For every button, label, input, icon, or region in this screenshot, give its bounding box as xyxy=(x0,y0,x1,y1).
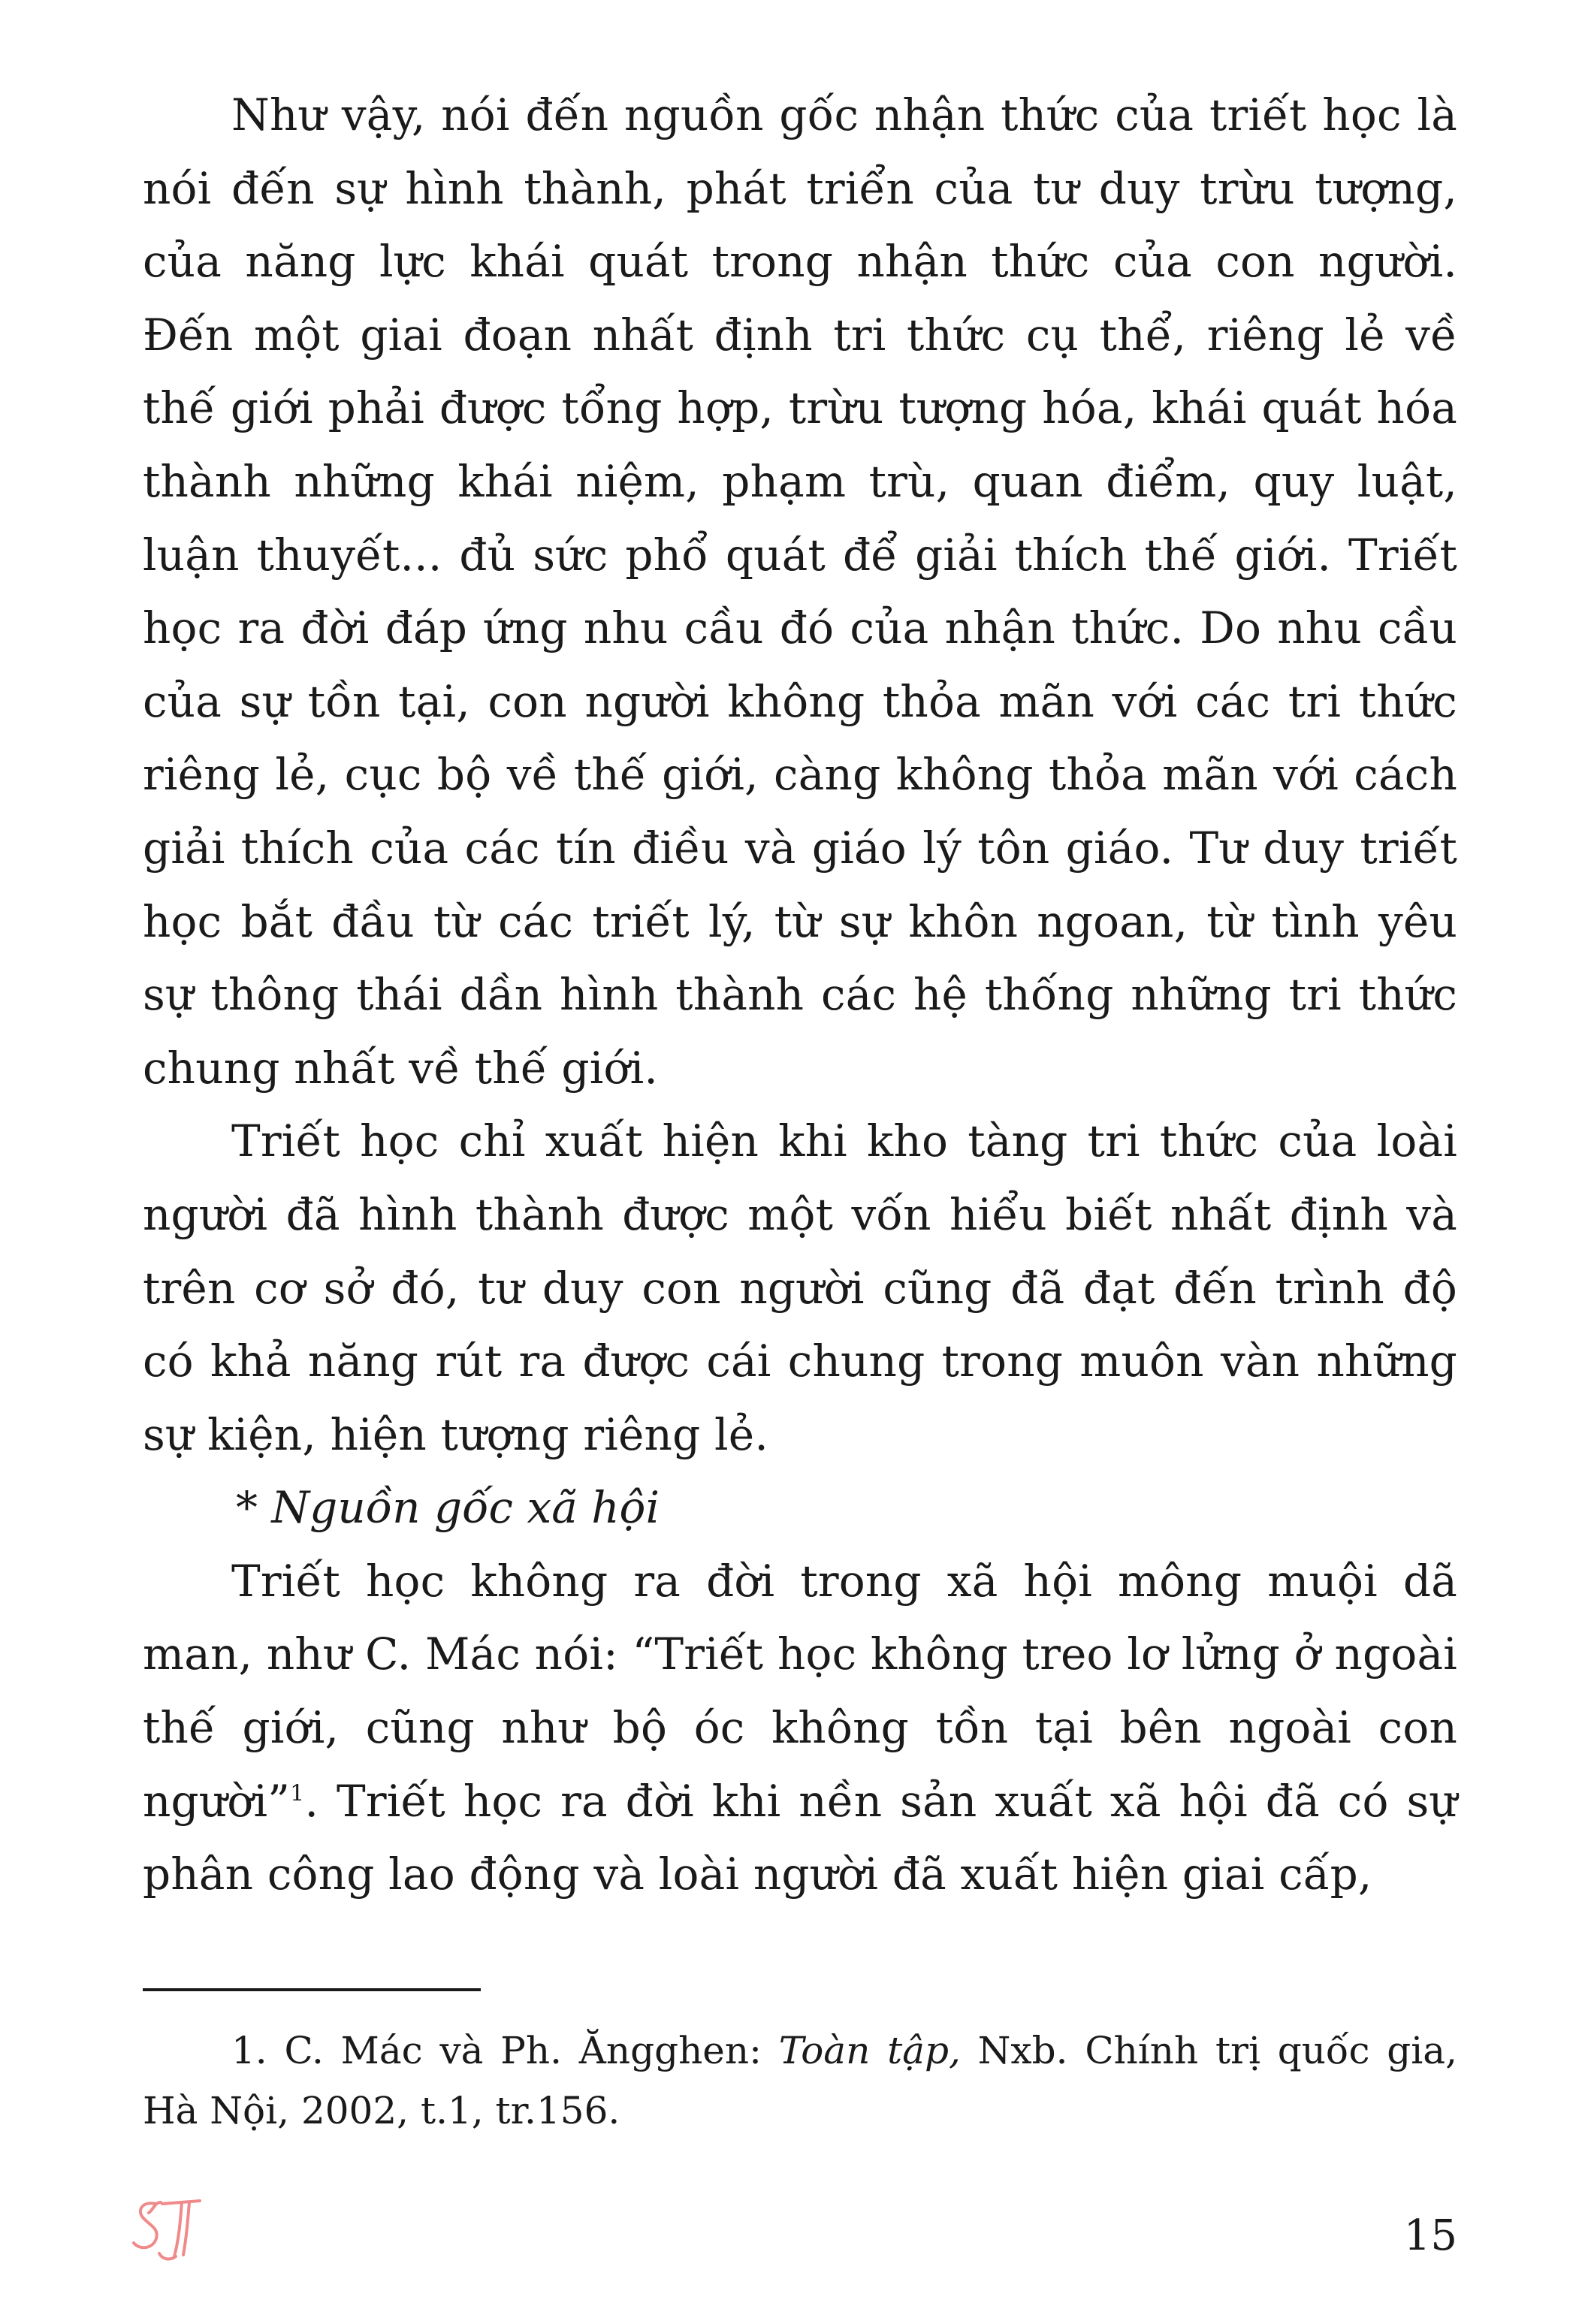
paragraph-3 xyxy=(143,1545,1457,1912)
footnote-prefix: 1. C. Mác và Ph. Ăngghen: xyxy=(231,2029,779,2072)
footnote-divider xyxy=(143,1988,481,1991)
paragraph-3-text-a: Triết học không ra đời trong xã hội mông muội dã man, như C. Mác nói: “Triết học không treo lơ lửng ở ngoài thế giới, cũng như bộ óc không tồn tại bên ngoài con người” xyxy=(143,1555,1457,1827)
section-heading: * Nguồn gốc xã hội xyxy=(236,1482,660,1534)
paragraph-3-text-b: . Triết học ra đời khi nền sản xuất xã hội đã có sự phân công lao động và loài người đã xuất hiện giai cấp, xyxy=(143,1775,1457,1900)
page-body xyxy=(143,79,1457,1912)
footnote xyxy=(143,2021,1457,2141)
footnote-suffix: Nxb. Chính trị quốc gia, Hà Nội, 2002, t.1, tr.156. xyxy=(143,2029,1457,2132)
page-number: 15 xyxy=(1403,2211,1457,2260)
st-watermark-logo-icon xyxy=(126,2187,209,2270)
footnote-title: Toàn tập, xyxy=(778,2029,961,2072)
paragraph-2: Triết học chỉ xuất hiện khi kho tàng tri thức của loài người đã hình thành được một vốn hiểu biết nhất định và trên cơ sở đó, tư duy con người cũng đã đạt đến trình độ có khả năng rút ra được cái chung trong muôn vàn những sự kiện, hiện tượng riêng lẻ. xyxy=(143,1115,1457,1460)
footnote-reference[interactable]: 1 xyxy=(290,1780,305,1807)
paragraph-1: Như vậy, nói đến nguồn gốc nhận thức của triết học là nói đến sự hình thành, phát triển của tư duy trừu tượng, của năng lực khái quát trong nhận thức của con người. Đến một giai đoạn nhất định tri thức cụ thể, riêng lẻ về thế giới phải được tổng hợp, trừu tượng hóa, khái quát hóa thành những khái niệm, phạm trù, quan điểm, quy luật, luận thuyết... đủ sức phổ quát để giải thích thế giới. Triết học ra đời đáp ứng nhu cầu đó của nhận thức. Do nhu cầu của sự tồn tại, con người không thỏa mãn với các tri thức riêng lẻ, cục bộ về thế giới, càng không thỏa mãn với cách giải thích của các tín điều và giáo lý tôn giáo. Tư duy triết học bắt đầu từ các triết lý, từ sự khôn ngoan, từ tình yêu sự thông thái dần hình thành các hệ thống những tri thức chung nhất về thế giới. xyxy=(143,89,1457,1094)
